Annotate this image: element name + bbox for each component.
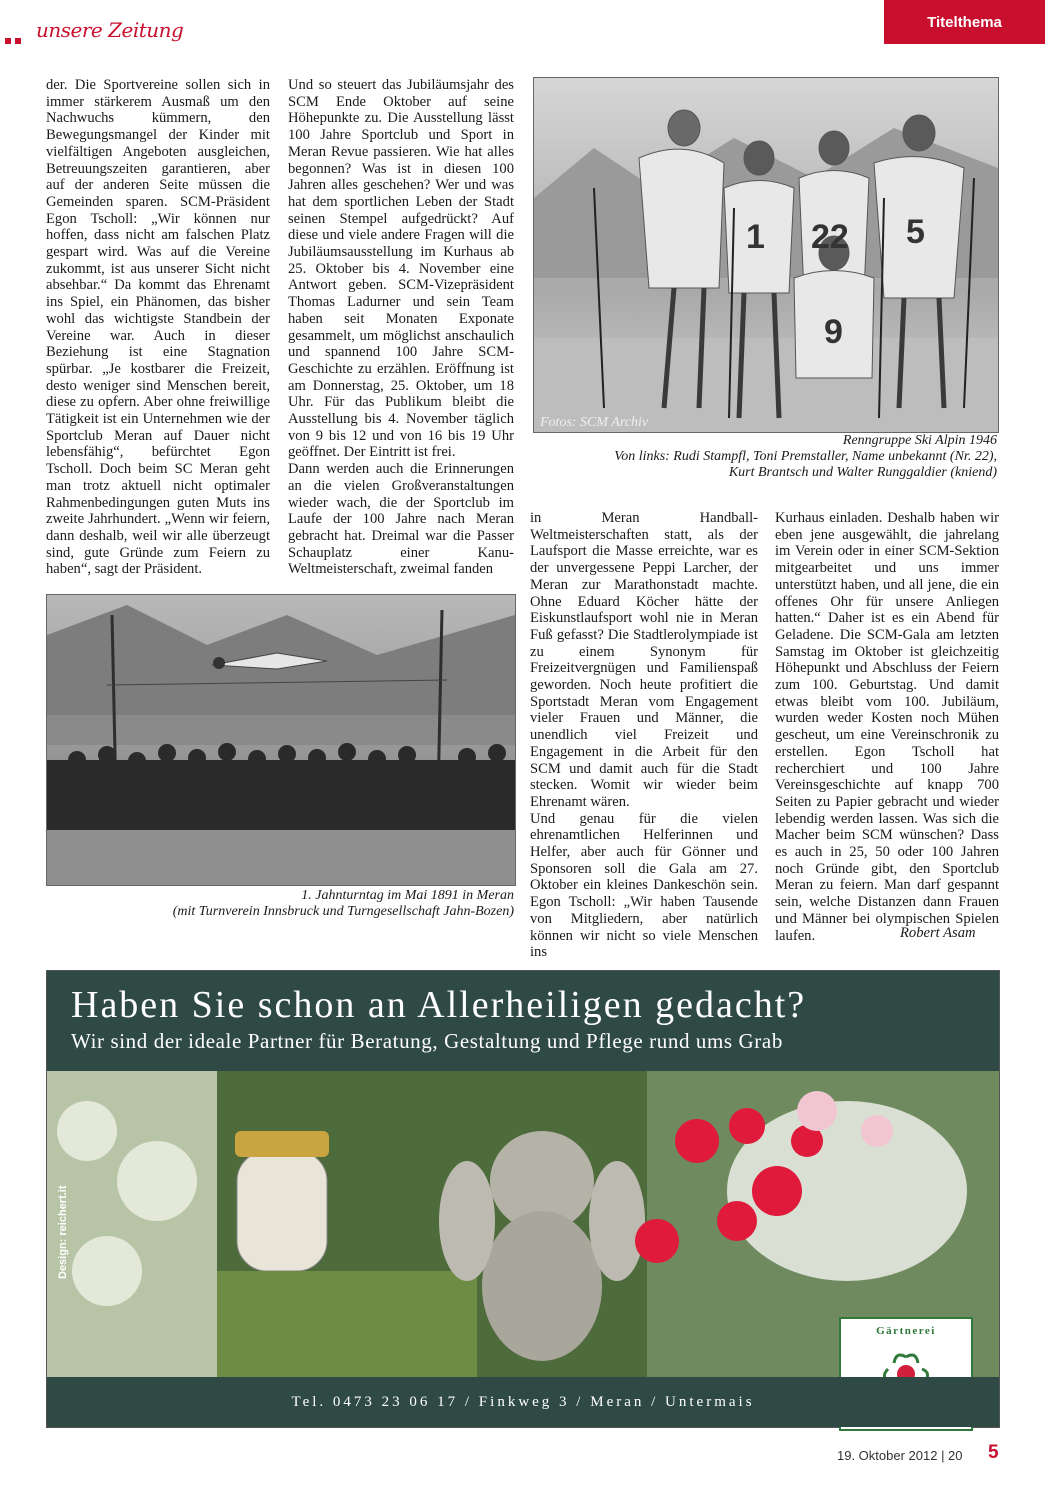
article-column-4: Kurhaus einladen. Deshalb haben wir eben jene ausgewählt, die jahrelang im Verein oder in einer SCM-Sektion mitgearbeitet und uns immer unterstützt haben, und all jene, die ein offenes Ohr für unsere Anliegen hatten.“ Daher ist es ein Abend für Geladene. Die SCM-Gala am letzten Samstag im Oktober ist gleichzeitig Höhepunkt und Abschluss der Feiern zum 100. Geburtstag. Und damit etwas bleibt vom 100. Jubiläum, wurden weder Kosten noch Mühen gescheut, um eine Vereinschronik zu erstellen. Egon Tscholl hat recherchiert und 100 Jahre Vereinsgeschichte auf knapp 700 Seiten zu Papier gebracht und wieder lebendig werden lassen. Was sich die Macher beim SCM wünschen? Dass es auch in 25, 50 oder 100 Jahren noch Gründe gibt, den Sportclub Meran zu feiern. Man darf gespannt sein, welche Distanzen dann Frauen und Männer bei olympischen Spielen laufen. <box>775 510 999 944</box>
article-column-3: in Meran Handball-Weltmeisterschaften statt, als der Laufsport die Masse erreichte, war es der unvergessene Peppi Larcher, der Meran zur Marathonstadt machte. Ohne Eduard Köcher hätte der Eiskunstlaufsport wohl nie in Meran Fuß gefasst? Die Stadtlerolympiade ist zu einem Synonym für Freizeitvergnügen und Familienspaß geworden. Noch heute profitiert die Sportstadt Meran vom Engagement vieler Frauen und Männer, die unendlich viel Freizeit und Engagement in die Arbeit für den SCM und damit auch für die Stadt stecken. Womit wir wieder beim Ehrenamt wären. Und genau für die vielen ehrenamtlichen Helferinnen und Helfer, aber auch für Gönner und Sponsoren soll die Gala am 27. Oktober ein kleines Dankeschön sein. Egon Tscholl: „Wir haben Tausende von Mitgliedern, aber natürlich können wir nicht so viele Menschen ins <box>530 510 758 961</box>
header-squares <box>5 31 25 39</box>
issue-date: 19. Oktober 2012 | 20 <box>837 1448 963 1463</box>
ad-contact-bar: Tel. 0473 23 06 17 / Finkweg 3 / Meran / Untermais <box>47 1377 999 1427</box>
page-number: 5 <box>988 1442 999 1463</box>
ski-photo-caption: Renngruppe Ski Alpin 1946 Von links: Rudi Stampfl, Toni Premstaller, Name unbekannt (Nr. 22), Kurt Brantsch und Walter Runggaldier (kniend) <box>614 433 997 480</box>
article-column-2: Und so steuert das Jubiläumsjahr des SCM Ende Oktober auf seine Höhepunkte zu. Die Ausstellung lässt 100 Jahre Sportclub und Sport in Meran Revue passieren. Wie hat alles begonnen? Was ist in diesen 100 Jahren alles geschehen? Wer und was hat dem sportlichen Leben der Stadt seinen Stempel aufgedrückt? Auf diese und viele andere Fragen will die Jubiläumsausstellung im Kurhaus ab 25. Oktober bis 4. November eine Antwort geben. SCM-Vizepräsident Thomas Ladurner und sein Team haben seit Monaten Exponate gesammelt, um möglichst anschaulich und spannend 100 Jahre SCM-Geschichte zu erzählen. Eröffnung ist am Donnerstag, 25. Oktober, um 18 Uhr. Für das Publikum bleibt die Ausstellung bis 4. November täglich von 9 bis 12 und von 16 bis 19 Uhr geöffnet. Der Eintritt ist frei. Dann werden auch die Erinnerungen an die vielen Großveranstaltungen wieder wach, die der Sportclub im Laufe der 100 Jahre nach Meran gebracht hat. Dreimal war die Passer Schauplatz einer Kanu-Weltmeisterschaft, zweimal fanden <box>288 77 514 578</box>
ski-team-photo <box>533 77 999 433</box>
masthead-logo: unsere Zeitung <box>36 18 184 42</box>
bib-number-22: 22 <box>811 218 849 256</box>
ad-headline: Haben Sie schon an Allerheiligen gedacht? <box>71 984 807 1026</box>
grave-care-advertisement[interactable] <box>46 970 1000 1428</box>
bib-number-1: 1 <box>746 218 765 256</box>
article-column-1: der. Die Sportvereine sollen sich in immer stärkerem Ausmaß um den Nachwuchs kümmern, den Bewegungsmangel der Kinder mit vielfältigen Angeboten ausgleichen, Betreuungszeiten garantieren, aber auf der anderen Seite müssen die Gemeinden sparen. SCM-Präsident Egon Tscholl: „Wir können nur hoffen, dass nicht am falschen Platz gespart wird. Was auf die Vereine zukommt, ist aus unserer Sicht nicht absehbar.“ Da kommt das Ehrenamt ins Spiel, ein Phänomen, das bisher wohl das wichtigste Standbein der Vereine war. Auch in dieser Beziehung ist eine Stagnation spürbar. „Je kostbarer die Freizeit, desto weniger sind Menschen bereit, diese zu opfern. Aber ohne freiwillige Tätigkeit ist ein Unternehmen wie der Sportclub Meran auf Dauer nicht lebensfähig“, befürchtet Egon Tscholl. Doch beim SC Meran geht man trotz aktuell nicht optimaler Rahmenbedingungen guten Muts ins zweite Jahrhundert. „Wenn wir feiern, dann deshalb, weil wir alle überzeugt sind, gute Gründe zum Feiern zu haben“, sagt der Präsident. <box>46 77 270 578</box>
photo-credit: Fotos: SCM Archiv <box>540 415 649 430</box>
bib-number-9: 9 <box>824 313 843 351</box>
logo-top-text: Gärtnerei <box>876 1325 936 1337</box>
ad-subline: Wir sind der ideale Partner für Beratung, Gestaltung und Pflege rund ums Grab <box>71 1029 783 1053</box>
turnfest-photo-caption: 1. Jahnturntag im Mai 1891 in Meran (mit Turnverein Innsbruck und Turngesellschaft Jahn-Bozen) <box>172 888 514 919</box>
author-name: Robert Asam <box>900 925 976 941</box>
section-label: Titelthema <box>884 0 1045 44</box>
turnfest-photo <box>46 594 516 886</box>
bib-number-5: 5 <box>906 213 925 251</box>
grave-candle-icon <box>235 1131 329 1271</box>
ad-design-credit: Design: reichert.it <box>57 1185 69 1279</box>
